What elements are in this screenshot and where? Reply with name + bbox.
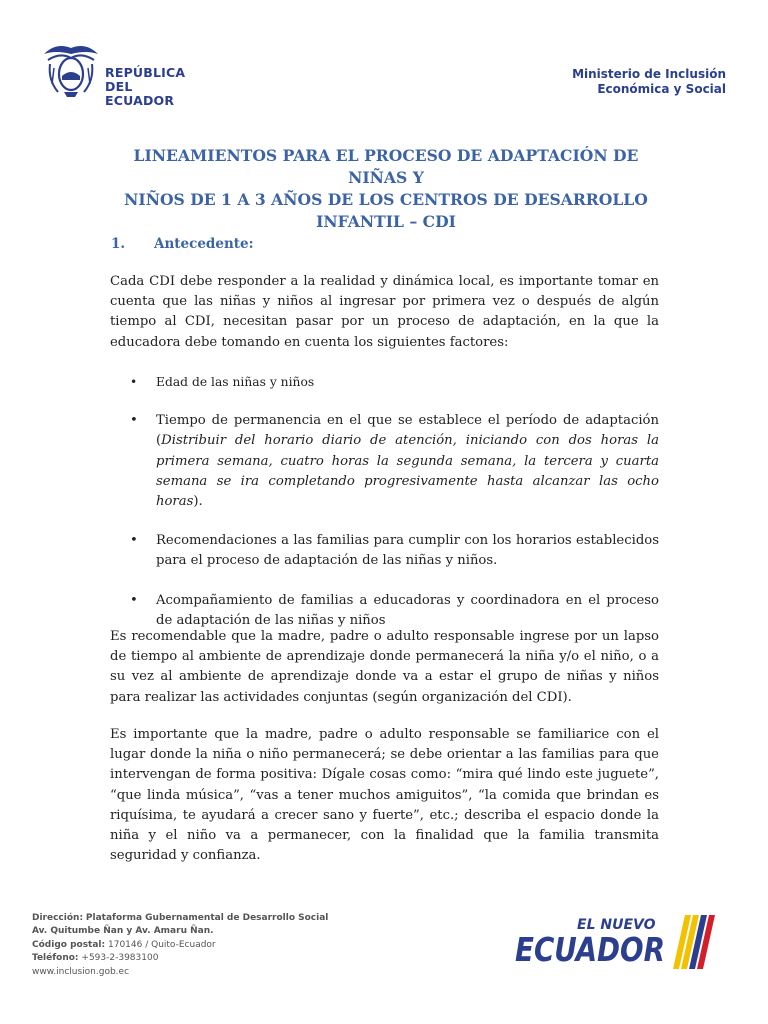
list-item <box>110 591 659 631</box>
coat-of-arms-icon <box>40 40 102 100</box>
list-item <box>110 531 659 571</box>
section-number: 1. <box>111 236 126 252</box>
title-line-3: INFANTIL – CDI <box>316 212 456 231</box>
ministry-name <box>572 67 726 97</box>
website-link: www.inclusion.gob.ec <box>32 966 130 977</box>
bullet-dot: • <box>130 375 138 389</box>
footer-web <box>32 966 328 979</box>
el-nuevo-ecuador-logo <box>515 905 725 975</box>
bullet-text: Tiempo de permanencia en el que se establece el período de adaptación ( <box>156 413 659 449</box>
bullet-dot: • <box>130 533 138 549</box>
phone-label: Teléfono: <box>32 953 79 964</box>
street-value: Av. Quitumbe Ñan y Av. Amaru Ñan. <box>32 926 214 937</box>
brand-main-text: ECUADOR <box>515 930 665 969</box>
title-line-1: LINEAMIENTOS PARA EL PROCESO DE ADAPTACIÓN DE NIÑAS Y <box>133 146 639 187</box>
ministry-line-1: Ministerio de Inclusión <box>572 67 726 81</box>
list-item <box>110 372 659 392</box>
direccion-label: Dirección: <box>32 913 84 923</box>
bullet-text: Edad de las niñas y niños <box>156 375 315 389</box>
bullet-text: Recomendaciones a las familias para cumplir con los horarios establecidos para el proceso de adaptación de las niñas y niños. <box>156 533 659 569</box>
bullet-dot: • <box>130 592 138 608</box>
republica-line-1: REPÚBLICA <box>105 65 186 80</box>
bullet-dot: • <box>130 413 138 429</box>
republica-line-2: DEL ECUADOR <box>105 79 175 108</box>
intro-paragraph: Cada CDI debe responder a la realidad y dinámica local, es importante tomar en cuenta que las niñas y niños al ingresar por primera vez o después de algún tiempo al CDI, necesitan pasar por un proceso de adaptación, en la que la educadora debe tomando en cuenta los siguientes factores: <box>110 274 659 350</box>
bullet-italic-text: Distribuir del horario diario de atención, iniciando con dos horas la primera semana, cuatro horas la segunda semana, la tercera y cuarta semana se ira completando progresivamente hasta alcanzar las ocho horas <box>156 433 659 510</box>
footer-phone <box>32 952 328 965</box>
postal-label: Código postal: <box>32 939 106 950</box>
brand-top-text: EL NUEVO <box>577 917 656 933</box>
section-heading-text: Antecedente: <box>154 236 254 252</box>
title-line-2: NIÑOS DE 1 A 3 AÑOS DE LOS CENTROS DE DESARROLLO <box>124 190 648 209</box>
footer-address <box>32 912 328 979</box>
direccion-value: Plataforma Gubernamental de Desarrollo Social <box>85 913 329 923</box>
republica-ecuador-logo <box>40 40 186 108</box>
factors-list <box>110 372 659 650</box>
republica-label <box>105 66 185 108</box>
postal-value: 170146 / Quito-Ecuador <box>108 939 216 950</box>
footer-street <box>32 925 328 938</box>
phone-value: +593-2-3983100 <box>81 953 159 964</box>
paragraph-familiarize: Es importante que la madre, padre o adulto responsable se familiarice con el lugar donde la niña o niño permanecerá; se debe orientar a las familias para que intervengan de forma positiva: Dígale cosas como: “mira qué lindo este juguete”, “que linda música”, “vas a tener muchos amiguitos”, “la comida que brindan es riquísima, te ayudará a crecer sano y fuerte”, etc.; describa el espacio donde la niña y el niño va a permanecer, con la finalidad que la familia transmita seguridad y confianza. <box>110 727 659 864</box>
section-heading <box>111 236 254 252</box>
list-item <box>110 411 659 512</box>
footer-postal <box>32 939 328 952</box>
flag-stripes-icon <box>673 915 715 969</box>
bullet-text-tail: ). <box>193 494 203 510</box>
bullet-text: Acompañamiento de familias a educadoras y coordinadora en el proceso de adaptación de las niñas y niños <box>156 592 659 628</box>
footer-direccion <box>32 912 328 925</box>
paragraph-recommendation: Es recomendable que la madre, padre o adulto responsable ingrese por un lapso de tiempo al ambiente de aprendizaje donde permanecerá la niña y/o el niño, o a su vez al ambiente de aprendizaje donde va a estar el grupo de niñas y niños para realizar las actividades conjuntas (según organización del CDI). <box>110 629 659 705</box>
ministry-line-2: Económica y Social <box>597 82 726 96</box>
document-title <box>110 145 662 233</box>
